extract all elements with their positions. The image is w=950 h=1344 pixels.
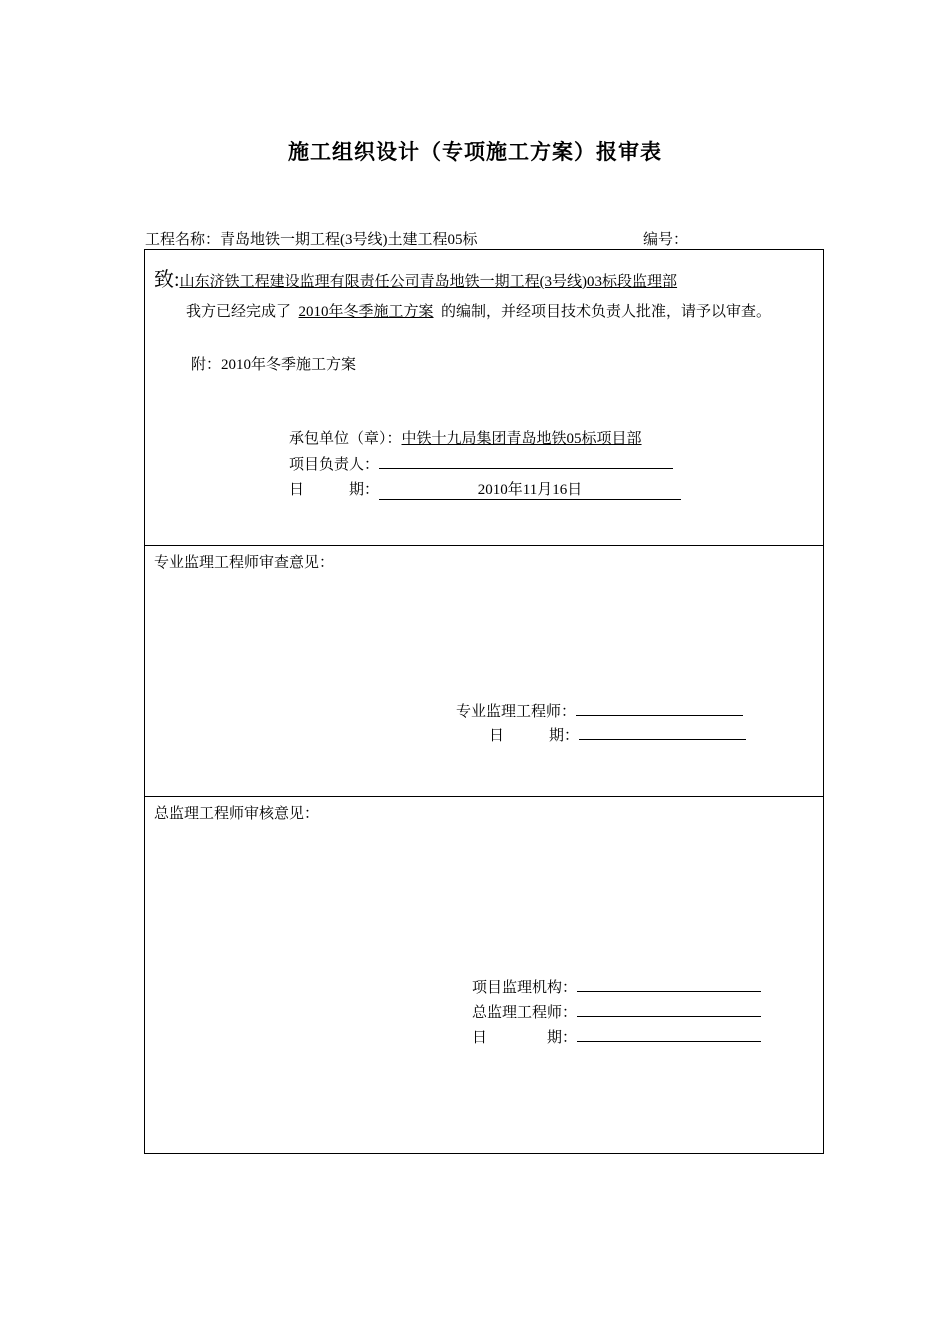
contractor-label: 承包单位（章）： bbox=[289, 431, 402, 447]
org-signature-line bbox=[472, 976, 761, 997]
manager-label: 项目负责人： bbox=[289, 457, 380, 473]
chief-signature-blank[interactable] bbox=[577, 1001, 761, 1017]
attachment-line: 附：2010年冬季施工方案 bbox=[191, 357, 357, 373]
project-label: 工程名称： bbox=[145, 232, 221, 248]
chief-label: 总监理工程师： bbox=[472, 1005, 578, 1021]
divider-1 bbox=[144, 545, 824, 546]
engineer-label: 专业监理工程师： bbox=[456, 704, 577, 720]
contractor-line bbox=[289, 427, 642, 448]
recipient-line bbox=[154, 263, 677, 292]
serial-number-field bbox=[643, 228, 688, 249]
submission-statement: 我方已经完成了 2010年冬季施工方案 的编制，并经项目技术负责人批准，请予以审查。 bbox=[186, 304, 772, 320]
org-signature-blank[interactable] bbox=[577, 976, 761, 992]
manager-line bbox=[289, 453, 673, 474]
serial-label: 编号： bbox=[643, 232, 689, 248]
submit-date-line bbox=[289, 478, 681, 500]
divider-2 bbox=[144, 796, 824, 797]
contractor-name: 中铁十九局集团青岛地铁05标项目部 bbox=[401, 431, 642, 447]
engineer-date-blank[interactable] bbox=[579, 724, 746, 740]
chief-review-heading: 总监理工程师审核意见： bbox=[154, 806, 320, 822]
manager-signature-blank[interactable] bbox=[379, 453, 673, 469]
project-name-line bbox=[145, 228, 478, 249]
chief-date-blank[interactable] bbox=[577, 1026, 761, 1042]
submit-date-value: 2010年11月16日 bbox=[379, 478, 681, 500]
chief-date-line bbox=[472, 1026, 761, 1047]
engineer-review-heading: 专业监理工程师审查意见： bbox=[154, 555, 335, 571]
engineer-signature-line bbox=[456, 700, 743, 721]
engineer-signature-blank[interactable] bbox=[576, 700, 743, 716]
project-name: 青岛地铁一期工程(3号线)土建工程05标 bbox=[220, 232, 478, 248]
chief-signature-line bbox=[472, 1001, 761, 1022]
page-title: 施工组织设计（专项施工方案）报审表 bbox=[288, 140, 662, 164]
plan-name: 2010年冬季施工方案 bbox=[298, 304, 434, 320]
org-label: 项目监理机构： bbox=[472, 980, 578, 996]
recipient-name: 山东济铁工程建设监理有限责任公司青岛地铁一期工程(3号线)03标段监理部 bbox=[179, 274, 678, 290]
engineer-date-line bbox=[489, 724, 746, 745]
chief-date-label: 日 期： bbox=[472, 1030, 578, 1046]
to-prefix: 致: bbox=[154, 269, 180, 291]
submit-date-label: 日 期： bbox=[289, 482, 380, 498]
engineer-date-label: 日 期： bbox=[489, 728, 580, 744]
